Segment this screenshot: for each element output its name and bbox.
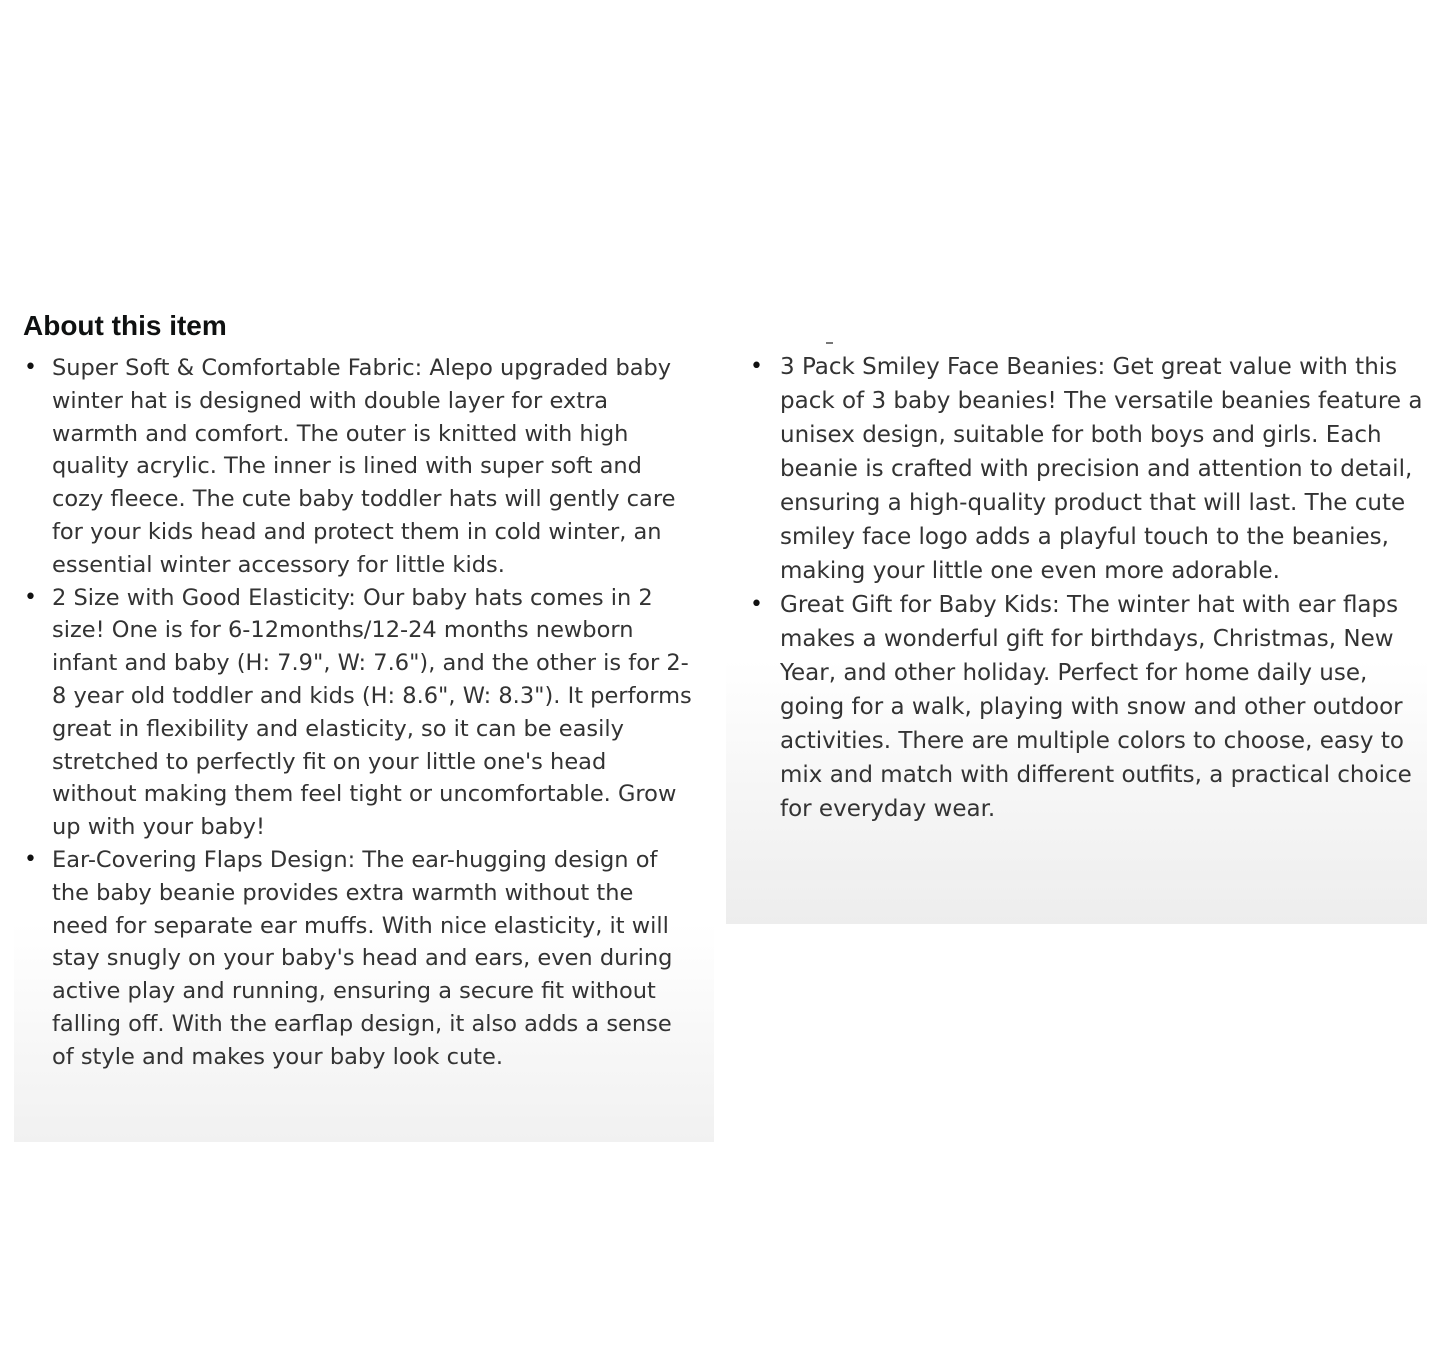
section-heading: About this item: [23, 310, 227, 341]
bullet-text: Great Gift for Baby Kids: The winter hat with ear flaps makes a wonderful gift for birthdays, Christmas, New Year, and other holiday. Perfect for home daily use, going for a walk, playing with snow and other outdoor activities. There are multiple colors to choose, easy to mix and match with different outfits, a practical choice for everyday wear.: [780, 592, 1412, 822]
bullet-dot: •: [750, 354, 763, 379]
bullet-text: Super Soft & Comfortable Fabric: Alepo upgraded baby winter hat is designed with double layer for extra warmth and comfort. The outer is knitted with high quality acrylic. The inner is lined with super soft and cozy fleece. The cute baby toddler hats will gently care for your kids head and protect them in cold winter, an essential winter accessory for little kids.: [52, 355, 676, 578]
bullet-text: 3 Pack Smiley Face Beanies: Get great value with this pack of 3 baby beanies! The versatile beanies feature a unisex design, suitable for both boys and girls. Each beanie is crafted with precision and attention to detail, ensuring a high-quality product that will last. The cute smiley face logo adds a playful touch to the beanies, making your little one even more adorable.: [780, 354, 1423, 584]
bullet-text: 2 Size with Good Elasticity: Our baby hats comes in 2 size! One is for 6-12months/12-24 months newborn infant and baby (H: 7.9", W: 7.6"), and the other is for 2-8 year old toddler and kids (H: 8.6", W: 8.3"). It performs great in flexibility and elasticity, so it can be easily stretched to perfectly fit on your little one's head without making them feel tight or uncomfortable. Grow up with your baby!: [52, 584, 692, 841]
bullet-item-gift: [750, 588, 1425, 826]
bullet-dot: •: [24, 355, 37, 380]
crop-artifact-mark: [826, 342, 833, 344]
bullet-item-size: [24, 582, 692, 844]
bullet-item-ear-flaps: [24, 844, 692, 1074]
bullet-text: Ear-Covering Flaps Design: The ear-hugging design of the baby beanie provides extra warmth without the need for separate ear muffs. With nice elasticity, it will stay snugly on your baby's head and ears, even during active play and running, ensuring a secure fit without falling off. With the earflap design, it also adds a sense of style and makes your baby look cute.: [52, 846, 673, 1070]
bullet-dot: •: [24, 584, 37, 610]
bullet-dot: •: [24, 846, 37, 872]
bullet-dot: •: [750, 592, 763, 617]
bullet-item-fabric: [24, 352, 692, 582]
bullet-item-three-pack: [750, 350, 1425, 588]
left-bullet-list: [24, 352, 692, 1074]
right-bullet-list: [750, 350, 1425, 826]
